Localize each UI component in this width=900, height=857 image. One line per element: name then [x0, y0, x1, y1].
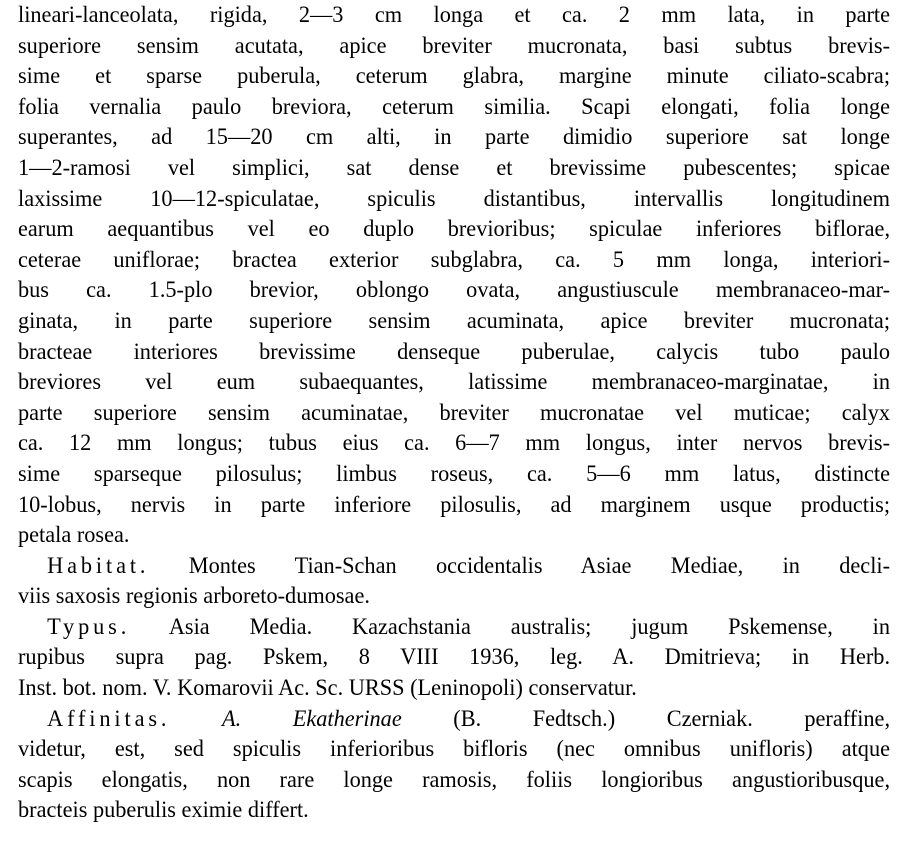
- text-line: parte superiore sensim acuminatae, breviter mucronatae vel muticae; calyx: [18, 399, 891, 425]
- text-line: bracteis puberulis eximie differt.: [18, 797, 309, 823]
- text-line: breviores vel eum subaequantes, latissime membranaceo-marginatae, in: [18, 369, 891, 395]
- affinitas-heading: Affinitas.: [47, 705, 171, 731]
- text-line: ceterae uniflorae; bractea exterior subglabra, ca. 5 mm longa, interiori-: [18, 246, 891, 272]
- text-line: videtur, est, sed spiculis inferioribus bifloris (nec omnibus unifloris) atque: [18, 736, 891, 762]
- text-line: rupibus supra pag. Pskem, 8 VIII 1936, leg. A. Dmitrieva; in Herb.: [18, 644, 891, 670]
- text-line: ginata, in parte superiore sensim acuminata, apice breviter mucronata;: [18, 307, 891, 333]
- affinitas-paragraph: [18, 704, 890, 826]
- text-line: [18, 704, 890, 735]
- document-page: [18, 0, 890, 826]
- text-line: bracteae interiores brevissime denseque puberulae, calycis tubo paulo: [18, 338, 891, 364]
- species-name: A. Ekatherinae: [221, 705, 402, 731]
- text-line: sime et sparse puberula, ceterum glabra, margine minute ciliato-scabra;: [18, 63, 891, 89]
- text-line: 10-lobus, nervis in parte inferiore pilosulis, ad marginem usque productis;: [18, 491, 891, 517]
- text-line: [18, 612, 890, 643]
- text-span: Asia Media. Kazachstania australis; jugum Pskemense, in: [168, 613, 891, 639]
- habitat-heading: Habitat.: [47, 552, 150, 578]
- text-line: bus ca. 1.5-plo brevior, oblongo ovata, angustiuscule membranaceo-mar-: [18, 277, 891, 303]
- habitat-paragraph: [18, 551, 890, 612]
- text-span: (B. Fedtsch.) Czerniak. peraffine,: [453, 705, 891, 731]
- text-line: [18, 551, 890, 582]
- text-line: superiore sensim acutata, apice breviter mucronata, basi subtus brevis-: [18, 32, 891, 58]
- text-line: folia vernalia paulo breviora, ceterum similia. Scapi elongati, folia longe: [18, 93, 891, 119]
- text-line: 1—2-ramosi vel simplici, sat dense et brevissime pubescentes; spicae: [18, 154, 891, 180]
- text-line: sime sparseque pilosulus; limbus roseus, ca. 5—6 mm latus, distincte: [18, 460, 891, 486]
- text-line: viis saxosis regionis arboreto-dumosae.: [18, 583, 370, 609]
- description-paragraph: [18, 0, 890, 551]
- text-line: earum aequantibus vel eo duplo brevioribus; spiculae inferiores biflorae,: [18, 216, 891, 242]
- text-line: Inst. bot. nom. V. Komarovii Ac. Sc. URSS (Leninopoli) conservatur.: [18, 675, 637, 701]
- typus-heading: Typus.: [47, 613, 131, 639]
- text-line: superantes, ad 15—20 cm alti, in parte dimidio superiore sat longe: [18, 124, 891, 150]
- text-line: scapis elongatis, non rare longe ramosis, foliis longioribus angustioribusque,: [18, 766, 891, 792]
- text-line: lineari-lanceolata, rigida, 2—3 cm longa et ca. 2 mm lata, in parte: [18, 2, 891, 27]
- text-line: petala rosea.: [18, 522, 130, 548]
- text-line: laxissime 10—12-spiculatae, spiculis distantibus, intervallis longitudinem: [18, 185, 891, 211]
- typus-paragraph: [18, 612, 890, 704]
- text-line: ca. 12 mm longus; tubus eius ca. 6—7 mm longus, inter nervos brevis-: [18, 430, 891, 456]
- text-span: Montes Tian-Schan occidentalis Asiae Mediae, in decli-: [188, 552, 891, 578]
